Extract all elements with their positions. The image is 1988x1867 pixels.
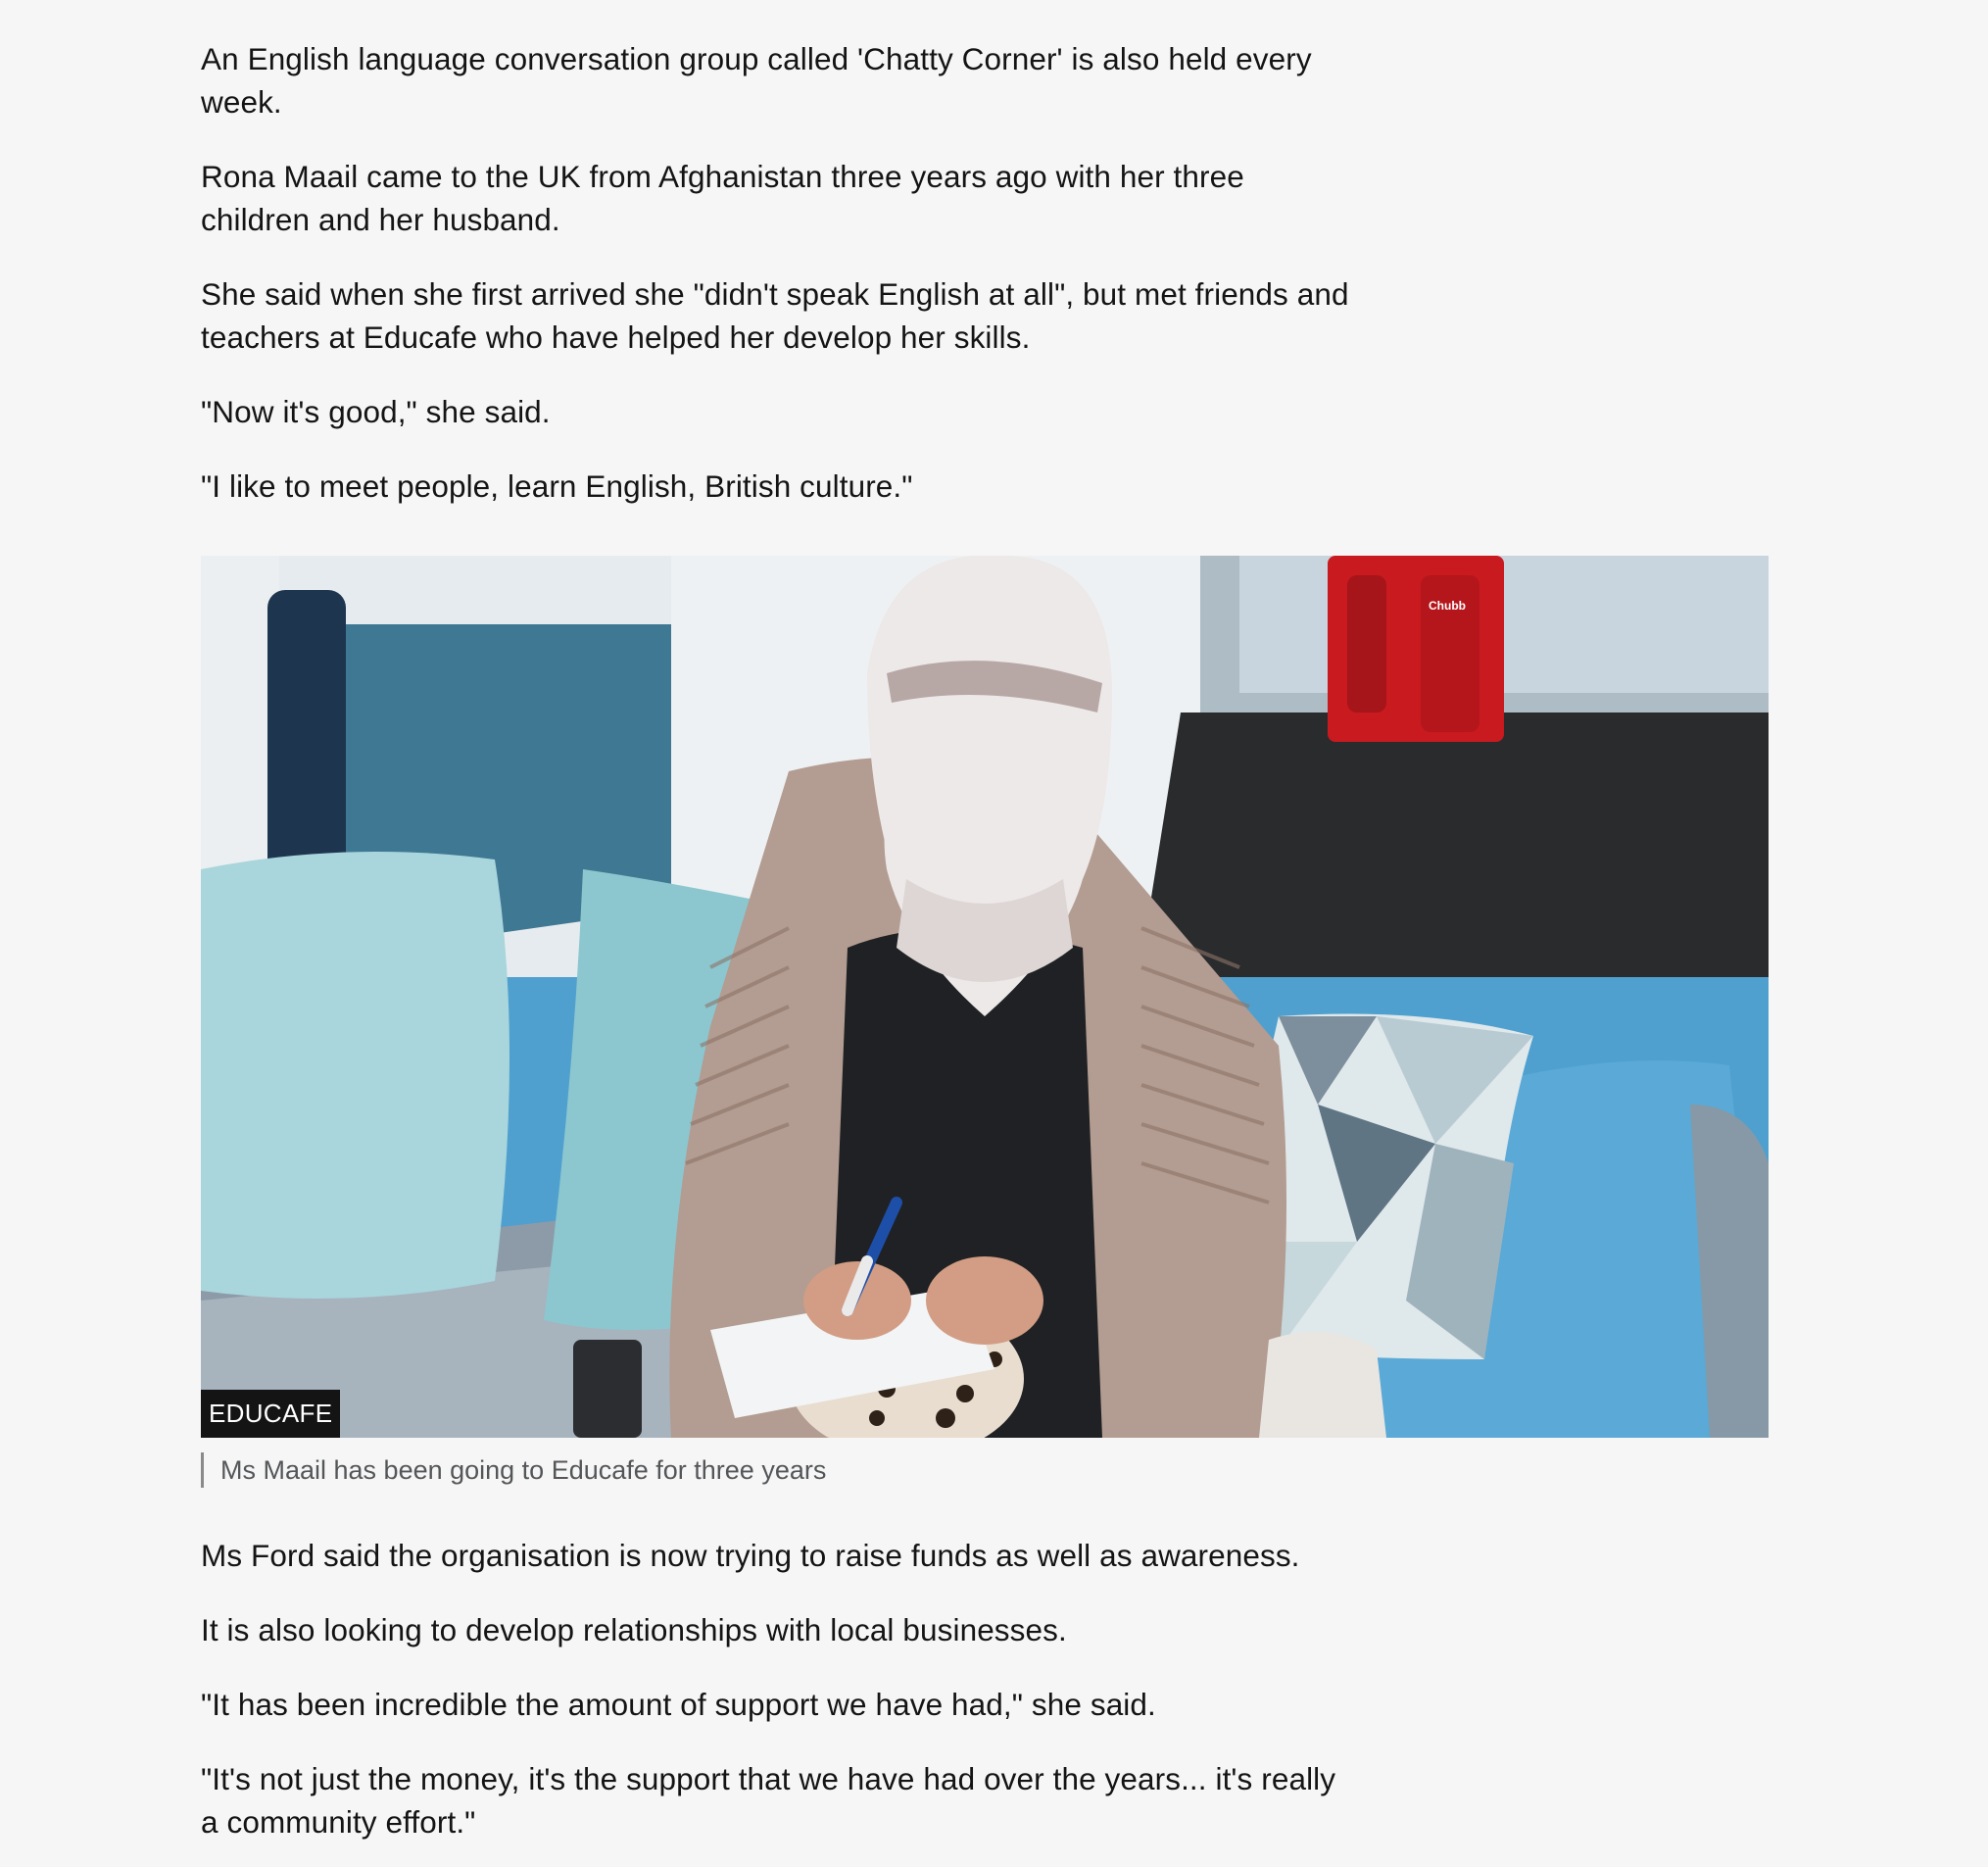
photo-caption: Ms Maail has been going to Educafe for three years <box>201 1452 826 1488</box>
photo-illustration <box>201 556 1769 1438</box>
extinguisher-label: Chubb <box>1429 599 1466 613</box>
photo-credit: EDUCAFE <box>201 1390 340 1438</box>
paragraph: Ms Ford said the organisation is now trying to raise funds as well as awareness. <box>201 1538 1300 1573</box>
paragraph: Rona Maail came to the UK from Afghanistan three years ago with her three children and her husband. <box>201 159 1244 237</box>
article-photo <box>201 556 1769 1438</box>
paragraph: "It has been incredible the amount of support we have had," she said. <box>201 1687 1156 1722</box>
paragraph: "Now it's good," she said. <box>201 394 551 429</box>
paragraph: "It's not just the money, it's the support that we have had over the years... it's really a community effort." <box>201 1761 1336 1840</box>
paragraph: It is also looking to develop relationships with local businesses. <box>201 1612 1067 1647</box>
paragraph: An English language conversation group called 'Chatty Corner' is also held every week. <box>201 41 1312 120</box>
paragraph: She said when she first arrived she "didn't speak English at all", but met friends and teachers at Educafe who have helped her develop her skills. <box>201 276 1349 355</box>
paragraph: "I like to meet people, learn English, British culture." <box>201 468 913 504</box>
